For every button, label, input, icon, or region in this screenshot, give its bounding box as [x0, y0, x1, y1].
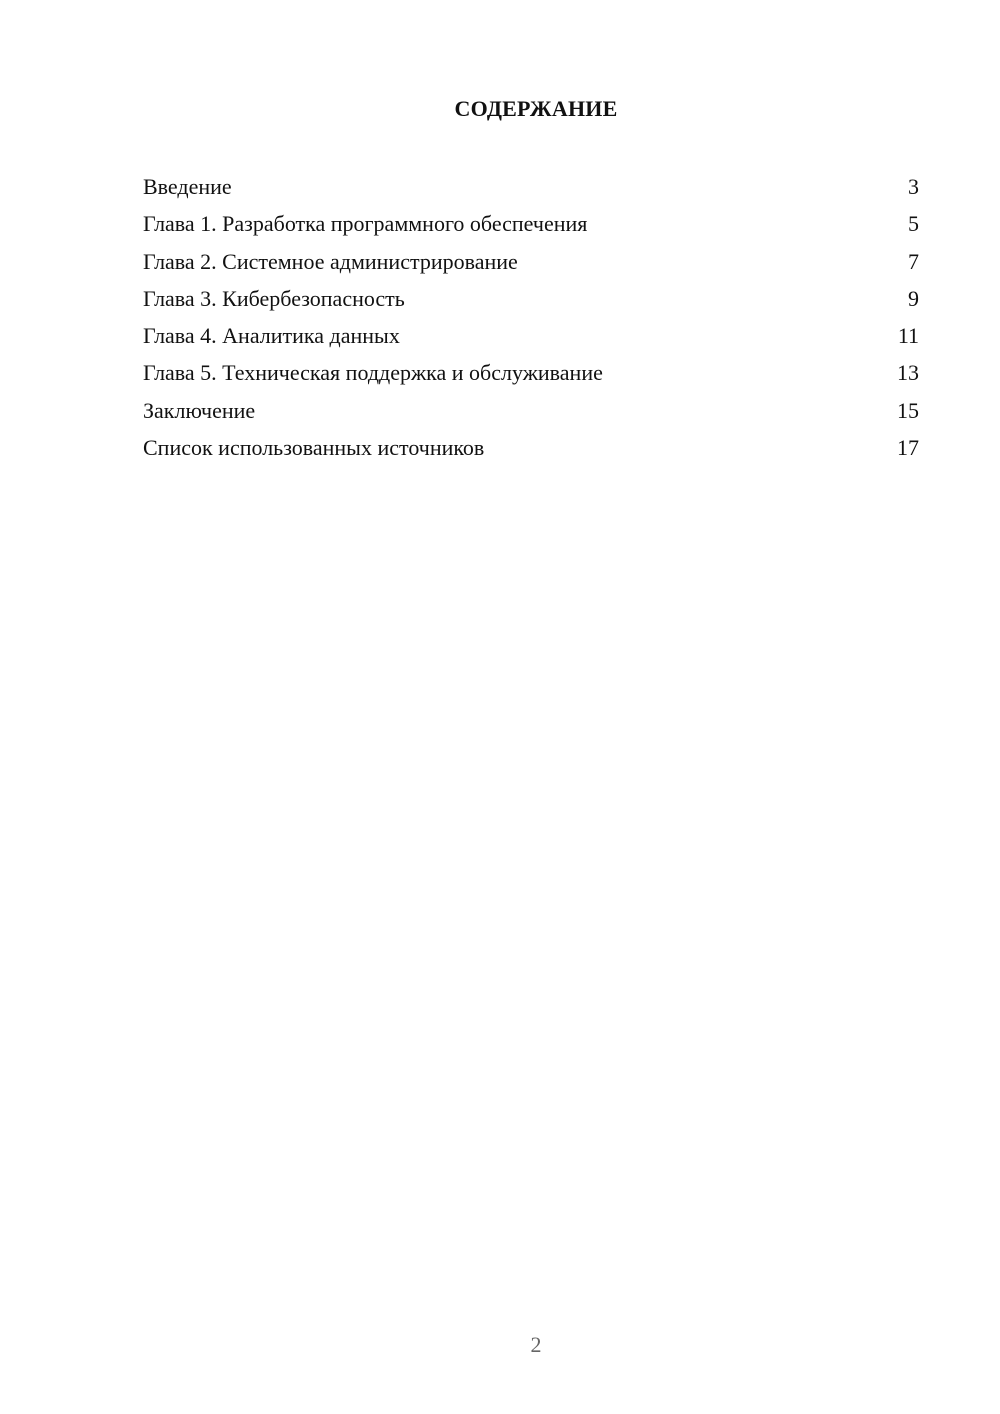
toc-entry [143, 280, 919, 317]
toc-entry-title: Глава 3. Кибербезопасность [143, 285, 405, 311]
toc-entry [143, 317, 919, 354]
toc-entry-title: Список использованных источников [143, 435, 485, 461]
toc-entry-title: Глава 4. Аналитика данных [143, 323, 400, 349]
toc-entry [143, 205, 919, 242]
toc-entry-title: Введение [143, 174, 232, 199]
toc-entry-page: 17 [897, 435, 919, 461]
toc-entry-page: 5 [908, 211, 919, 237]
toc-entry-page: 11 [897, 323, 919, 349]
page-number: 2 [530, 1332, 542, 1357]
toc-entry [143, 429, 919, 466]
toc-entry [143, 354, 919, 391]
toc-entry-title: Глава 5. Техническая поддержка и обслуживание [143, 360, 603, 386]
toc-entry-title: Глава 1. Разработка программного обеспечения [143, 211, 588, 237]
toc-entry-page: 7 [908, 248, 919, 274]
toc-entry [143, 243, 919, 280]
toc-entry-page: 13 [897, 360, 919, 386]
toc-entry-page: 9 [908, 285, 919, 311]
toc-entry [143, 168, 919, 205]
toc-entry [143, 392, 919, 429]
page-title: СОДЕРЖАНИЕ [454, 96, 618, 121]
toc-entry-page: 15 [897, 397, 919, 423]
table-of-contents [143, 168, 919, 466]
toc-entry-page: 3 [908, 174, 919, 199]
toc-entry-title: Глава 2. Системное администрирование [143, 248, 518, 274]
toc-entry-title: Заключение [143, 397, 256, 423]
